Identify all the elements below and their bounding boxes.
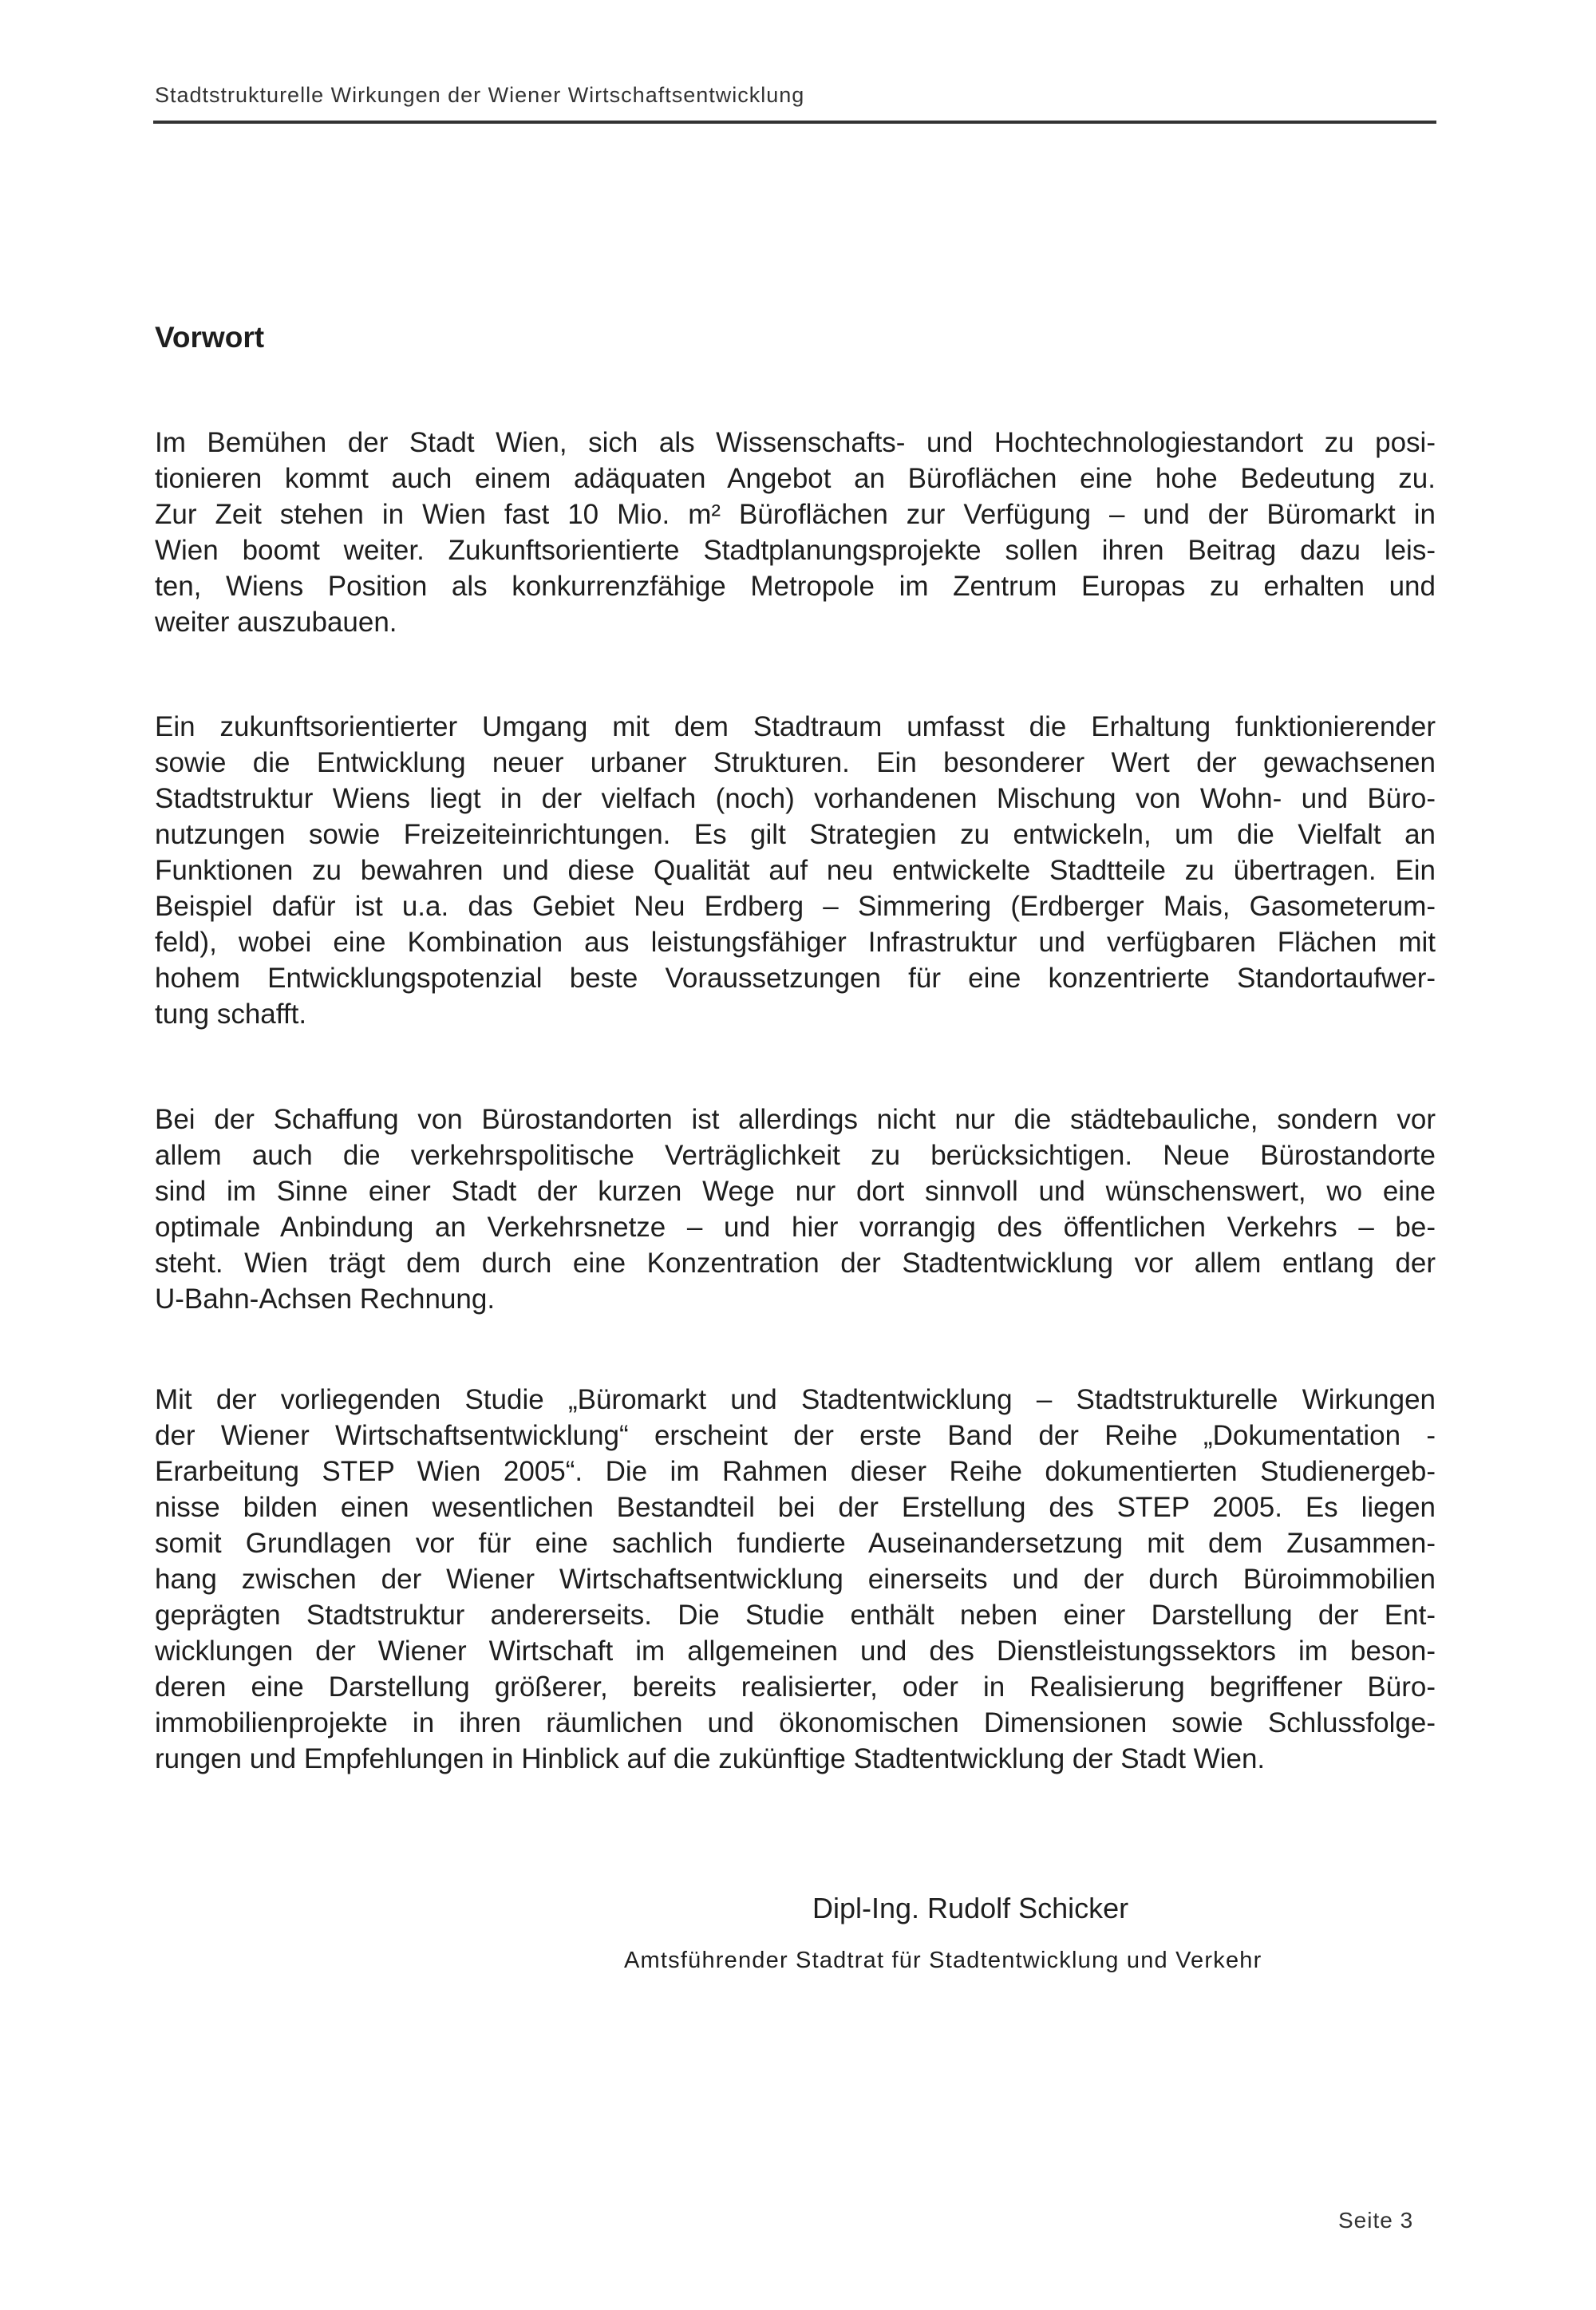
text-line: Funktionen zu bewahren und diese Qualität auf neu entwickelte Stadtteile zu übertragen. Ein bbox=[155, 855, 1436, 886]
text-line: hohem Entwicklungspotenzial beste Voraussetzungen für eine konzentrierte Standortaufwer- bbox=[155, 963, 1436, 994]
text-line: nutzungen sowie Freizeiteinrichtungen. Es gilt Strategien zu entwickeln, um die Vielfalt an bbox=[155, 819, 1436, 850]
text-line: Mit der vorliegenden Studie „Büromarkt und Stadtentwicklung – Stadtstrukturelle Wirkungen bbox=[155, 1384, 1436, 1415]
text-line: tionieren kommt auch einem adäquaten Angebot an Büroflächen eine hohe Bedeutung zu. bbox=[155, 463, 1436, 494]
header-rule bbox=[153, 121, 1436, 124]
text-line: steht. Wien trägt dem durch eine Konzentration der Stadtentwicklung vor allem entlang der bbox=[155, 1248, 1436, 1279]
text-line: allem auch die verkehrspolitische Verträglichkeit zu berücksichtigen. Neue Bürostandorte bbox=[155, 1140, 1436, 1171]
text-line: feld), wobei eine Kombination aus leistungsfähiger Infrastruktur und verfügbaren Flächen mit bbox=[155, 927, 1436, 958]
running-header: Stadtstrukturelle Wirkungen der Wiener Wirtschaftsentwicklung bbox=[155, 83, 805, 107]
text-line: Wien boomt weiter. Zukunftsorientierte Stadtplanungsprojekte sollen ihren Beitrag dazu leis- bbox=[155, 535, 1436, 566]
page-title: Vorwort bbox=[155, 321, 265, 354]
page-number: Seite 3 bbox=[1338, 2208, 1414, 2233]
text-line: sind im Sinne einer Stadt der kurzen Wege nur dort sinnvoll und wünschenswert, wo eine bbox=[155, 1176, 1436, 1207]
text-line: Bei der Schaffung von Bürostandorten ist allerdings nicht nur die städtebauliche, sondern vor bbox=[155, 1104, 1436, 1135]
text-line: somit Grundlagen vor für eine sachlich fundierte Auseinandersetzung mit dem Zusammen- bbox=[155, 1528, 1436, 1559]
text-line: Im Bemühen der Stadt Wien, sich als Wissenschafts- und Hochtechnologiestandort zu posi- bbox=[155, 427, 1436, 458]
text-line: sowie die Entwicklung neuer urbaner Strukturen. Ein besonderer Wert der gewachsenen bbox=[155, 747, 1436, 778]
signature-role: Amtsführender Stadtrat für Stadtentwicklung und Verkehr bbox=[624, 1948, 1262, 1973]
text-line: weiter auszubauen. bbox=[155, 607, 397, 638]
text-line: U-Bahn-Achsen Rechnung. bbox=[155, 1284, 496, 1315]
text-line: nisse bilden einen wesentlichen Bestandteil bei der Erstellung des STEP 2005. Es liegen bbox=[155, 1492, 1436, 1523]
text-line: Erarbeitung STEP Wien 2005“. Die im Rahmen dieser Reihe dokumentierten Studienergeb- bbox=[155, 1456, 1436, 1487]
text-line: der Wiener Wirtschaftsentwicklung“ erscheint der erste Band der Reihe „Dokumentation - bbox=[155, 1420, 1436, 1451]
signature-name: Dipl-Ing. Rudolf Schicker bbox=[812, 1892, 1129, 1924]
text-line: deren eine Darstellung größerer, bereits realisierter, oder in Realisierung begriffener Büro- bbox=[155, 1671, 1436, 1703]
text-line: Zur Zeit stehen in Wien fast 10 Mio. m² Büroflächen zur Verfügung – und der Büromarkt in bbox=[155, 499, 1436, 530]
paragraph-3 bbox=[155, 1102, 1436, 1317]
paragraph-4 bbox=[155, 1382, 1436, 1777]
paragraph-2 bbox=[155, 709, 1436, 1032]
text-line: Stadtstruktur Wiens liegt in der vielfach (noch) vorhandenen Mischung von Wohn- und Büro- bbox=[155, 783, 1436, 814]
paragraph-1 bbox=[155, 425, 1436, 640]
text-line: Beispiel dafür ist u.a. das Gebiet Neu Erdberg – Simmering (Erdberger Mais, Gasometerum- bbox=[155, 891, 1436, 922]
text-line: geprägten Stadtstruktur andererseits. Die Studie enthält neben einer Darstellung der Ent- bbox=[155, 1600, 1436, 1631]
text-line: optimale Anbindung an Verkehrsnetze – und hier vorrangig des öffentlichen Verkehrs – be- bbox=[155, 1212, 1436, 1243]
text-line: rungen und Empfehlungen in Hinblick auf die zukünftige Stadtentwicklung der Stadt Wien. bbox=[155, 1743, 1266, 1774]
text-line: Ein zukunftsorientierter Umgang mit dem Stadtraum umfasst die Erhaltung funktionierender bbox=[155, 711, 1436, 742]
text-line: tung schafft. bbox=[155, 999, 307, 1030]
text-line: immobilienprojekte in ihren räumlichen und ökonomischen Dimensionen sowie Schlussfolge- bbox=[155, 1707, 1436, 1738]
text-line: hang zwischen der Wiener Wirtschaftsentwicklung einerseits und der durch Büroimmobilien bbox=[155, 1564, 1436, 1595]
text-line: ten, Wiens Position als konkurrenzfähige Metropole im Zentrum Europas zu erhalten und bbox=[155, 571, 1436, 602]
text-line: wicklungen der Wiener Wirtschaft im allgemeinen und des Dienstleistungssektors im beson- bbox=[155, 1636, 1436, 1667]
